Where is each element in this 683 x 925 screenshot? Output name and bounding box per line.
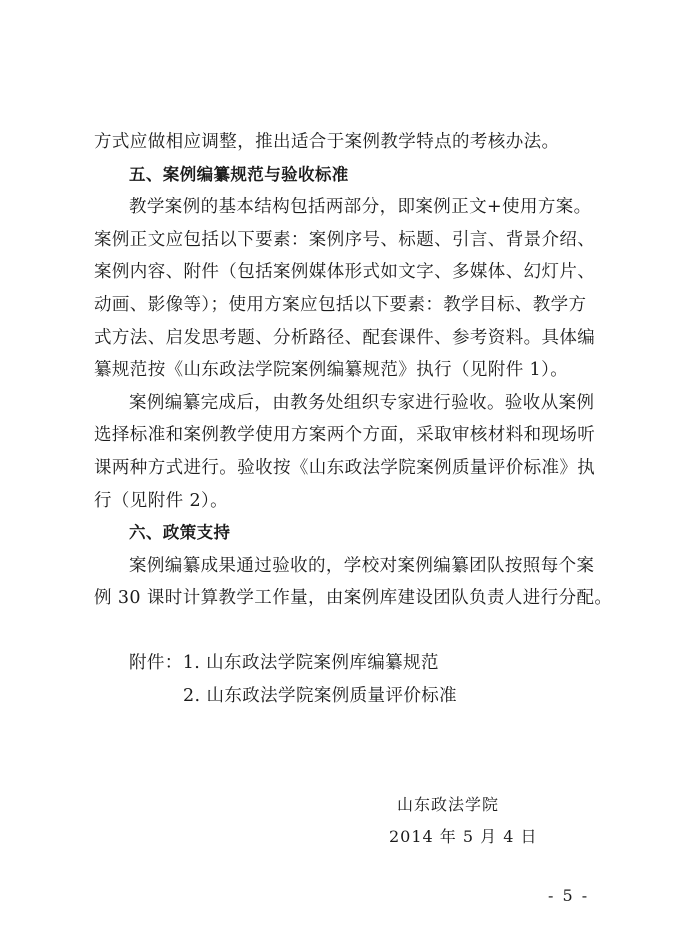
paragraph-line: 案例编纂完成后，由教务处组织专家进行验收。验收从案例 bbox=[129, 392, 595, 413]
section-heading-five: 五、案例编纂规范与验收标准 bbox=[129, 164, 349, 184]
spacer bbox=[94, 615, 602, 647]
page-number: - 5 - bbox=[548, 886, 590, 905]
attachment-item-2: 2. 山东政法学院案例质量评价标准 bbox=[183, 685, 458, 706]
paragraph-line: 纂规范按《山东政法学院案例编纂规范》执行（见附件 1）。 bbox=[94, 360, 569, 381]
attachment-item-1: 附件：1. 山东政法学院案例库编纂规范 bbox=[129, 652, 439, 673]
paragraph-line: 动画、影像等）；使用方案应包括以下要素：教学目标、教学方 bbox=[94, 294, 587, 315]
signature-date: 2014 年 5 月 4 日 bbox=[389, 827, 538, 846]
document-body bbox=[94, 126, 613, 712]
paragraph-line: 案例正文应包括以下要素：案例序号、标题、引言、背景介绍、 bbox=[94, 229, 596, 250]
paragraph-line: 课两种方式进行。验收按《山东政法学院案例质量评价标准》执 bbox=[94, 457, 596, 478]
paragraph-line: 例 30 课时计算教学工作量，由案例库建设团队负责人进行分配。 bbox=[94, 588, 613, 609]
paragraph-line: 案例内容、附件（包括案例媒体形式如文字、多媒体、幻灯片、 bbox=[94, 262, 596, 283]
paragraph-line: 案例编纂成果通过验收的，学校对案例编纂团队按照每个案 bbox=[129, 555, 595, 576]
paragraph-line: 方式应做相应调整，推出适合于案例教学特点的考核办法。 bbox=[94, 132, 560, 152]
paragraph-line: 行（见附件 2）。 bbox=[94, 490, 229, 511]
paragraph-line: 式方法、启发思考题、分析路径、配套课件、参考资料。具体编 bbox=[94, 327, 596, 348]
signature-organization: 山东政法学院 bbox=[397, 795, 500, 814]
paragraph-line: 选择标准和案例教学使用方案两个方面，采取审核材料和现场听 bbox=[94, 425, 596, 446]
section-heading-six: 六、政策支持 bbox=[129, 523, 231, 543]
paragraph-line: 教学案例的基本结构包括两部分，即案例正文+使用方案。 bbox=[129, 197, 592, 218]
